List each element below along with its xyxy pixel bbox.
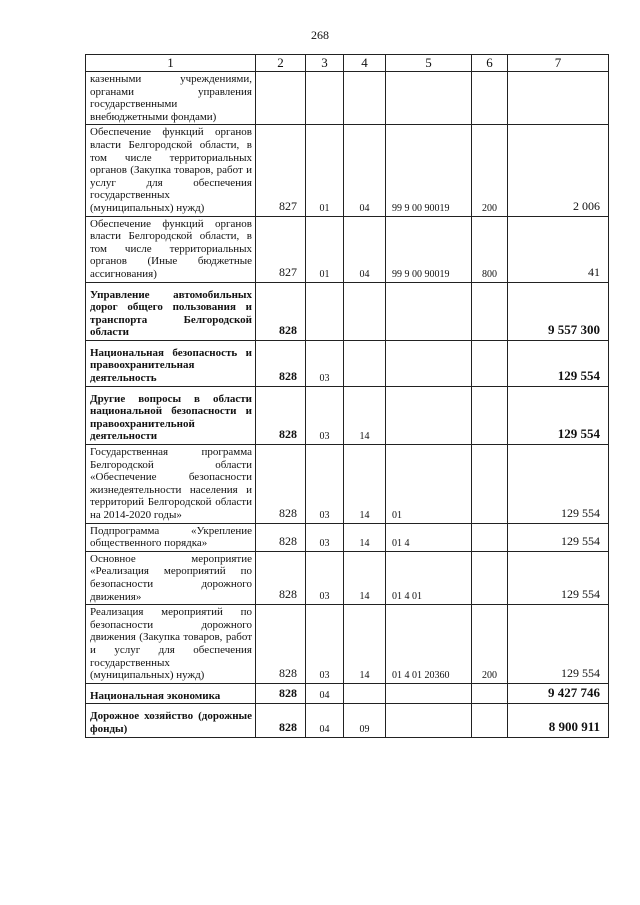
col-header-1: 1 (86, 55, 256, 72)
row-target-code (386, 704, 472, 737)
row-amount: 129 554 (508, 386, 609, 444)
table-row (86, 340, 609, 386)
row-subsection-code: 14 (344, 386, 386, 444)
page-number: 268 (311, 28, 329, 42)
row-section-code: 01 (306, 125, 344, 216)
col-header-6: 6 (472, 55, 508, 72)
row-subsection-code (344, 282, 386, 340)
table-row (86, 386, 609, 444)
row-amount: 129 554 (508, 340, 609, 386)
row-section-code: 03 (306, 523, 344, 551)
table-row (86, 216, 609, 282)
row-section-code: 01 (306, 216, 344, 282)
row-description: Государственная программа Белгородской области «Обеспечение безопасности жизнедеятельности населения и территорий Белгородской области на 2014-2020 годы» (86, 445, 256, 524)
row-section-code: 04 (306, 683, 344, 704)
row-subsection-code: 14 (344, 445, 386, 524)
row-target-code (386, 282, 472, 340)
row-description: Другие вопросы в области национальной безопасности и правоохранительной деятельности (86, 386, 256, 444)
table-row (86, 72, 609, 125)
row-section-code: 04 (306, 704, 344, 737)
row-expense-type-code: 800 (472, 216, 508, 282)
row-target-code (386, 386, 472, 444)
row-amount: 129 554 (508, 523, 609, 551)
row-amount: 8 900 911 (508, 704, 609, 737)
row-section-code: 03 (306, 445, 344, 524)
col-header-5: 5 (386, 55, 472, 72)
row-target-code: 01 4 01 (386, 551, 472, 604)
row-expense-type-code (472, 282, 508, 340)
row-admin-code: 828 (256, 605, 306, 684)
row-expense-type-code (472, 72, 508, 125)
row-description: Дорожное хозяйство (дорожные фонды) (86, 704, 256, 737)
row-expense-type-code (472, 704, 508, 737)
row-description: Управление автомобильных дорог общего пользования и транспорта Белгородской области (86, 282, 256, 340)
row-subsection-code: 14 (344, 605, 386, 684)
row-subsection-code (344, 683, 386, 704)
table-row (86, 551, 609, 604)
row-amount: 129 554 (508, 445, 609, 524)
budget-table (85, 54, 609, 738)
row-admin-code: 828 (256, 704, 306, 737)
row-target-code (386, 340, 472, 386)
table-row (86, 704, 609, 737)
row-amount: 41 (508, 216, 609, 282)
row-expense-type-code (472, 445, 508, 524)
row-section-code (306, 282, 344, 340)
row-amount: 9 557 300 (508, 282, 609, 340)
row-description: Реализация мероприятий по безопасности дорожного движения (Закупка товаров, работ и услуг для обеспечения государственных (муниципальных) нужд) (86, 605, 256, 684)
row-subsection-code: 04 (344, 216, 386, 282)
col-header-3: 3 (306, 55, 344, 72)
table-body (86, 72, 609, 738)
row-subsection-code: 04 (344, 125, 386, 216)
row-section-code: 03 (306, 386, 344, 444)
row-description: Национальная безопасность и правоохранительная деятельность (86, 340, 256, 386)
row-description: Основное мероприятие «Реализация мероприятий по безопасности дорожного движения» (86, 551, 256, 604)
row-subsection-code (344, 72, 386, 125)
row-description: Обеспечение функций органов власти Белгородской области, в том числе территориальных органов (Иные бюджетные ассигнования) (86, 216, 256, 282)
row-amount: 2 006 (508, 125, 609, 216)
row-amount: 129 554 (508, 551, 609, 604)
row-expense-type-code: 200 (472, 605, 508, 684)
table-row (86, 605, 609, 684)
row-admin-code: 827 (256, 125, 306, 216)
row-admin-code: 828 (256, 523, 306, 551)
row-expense-type-code (472, 340, 508, 386)
row-section-code: 03 (306, 605, 344, 684)
row-section-code (306, 72, 344, 125)
row-expense-type-code (472, 386, 508, 444)
row-target-code: 01 (386, 445, 472, 524)
row-amount: 129 554 (508, 605, 609, 684)
row-admin-code: 827 (256, 216, 306, 282)
row-subsection-code: 09 (344, 704, 386, 737)
row-admin-code (256, 72, 306, 125)
row-admin-code: 828 (256, 445, 306, 524)
col-header-7: 7 (508, 55, 609, 72)
row-expense-type-code: 200 (472, 125, 508, 216)
table-row (86, 683, 609, 704)
row-description: казенными учреждениями, органами управления государственными внебюджетными фондами) (86, 72, 256, 125)
row-target-code: 01 4 (386, 523, 472, 551)
row-description: Обеспечение функций органов власти Белгородской области, в том числе территориальных органов (Закупка товаров, работ и услуг для обеспечения государственных (муниципальных) нужд) (86, 125, 256, 216)
table-row (86, 125, 609, 216)
row-subsection-code (344, 340, 386, 386)
row-expense-type-code (472, 523, 508, 551)
row-expense-type-code (472, 551, 508, 604)
row-description: Национальная экономика (86, 683, 256, 704)
row-section-code: 03 (306, 551, 344, 604)
row-admin-code: 828 (256, 340, 306, 386)
row-amount (508, 72, 609, 125)
row-target-code (386, 683, 472, 704)
table-row (86, 445, 609, 524)
table-row (86, 282, 609, 340)
row-section-code: 03 (306, 340, 344, 386)
row-admin-code: 828 (256, 551, 306, 604)
row-subsection-code: 14 (344, 523, 386, 551)
row-target-code: 99 9 00 90019 (386, 125, 472, 216)
table-row (86, 523, 609, 551)
row-target-code (386, 72, 472, 125)
row-target-code: 01 4 01 20360 (386, 605, 472, 684)
row-admin-code: 828 (256, 683, 306, 704)
row-subsection-code: 14 (344, 551, 386, 604)
row-admin-code: 828 (256, 386, 306, 444)
table-header-row (86, 55, 609, 72)
row-amount: 9 427 746 (508, 683, 609, 704)
row-admin-code: 828 (256, 282, 306, 340)
row-target-code: 99 9 00 90019 (386, 216, 472, 282)
row-description: Подпрограмма «Укрепление общественного порядка» (86, 523, 256, 551)
col-header-2: 2 (256, 55, 306, 72)
col-header-4: 4 (344, 55, 386, 72)
row-expense-type-code (472, 683, 508, 704)
